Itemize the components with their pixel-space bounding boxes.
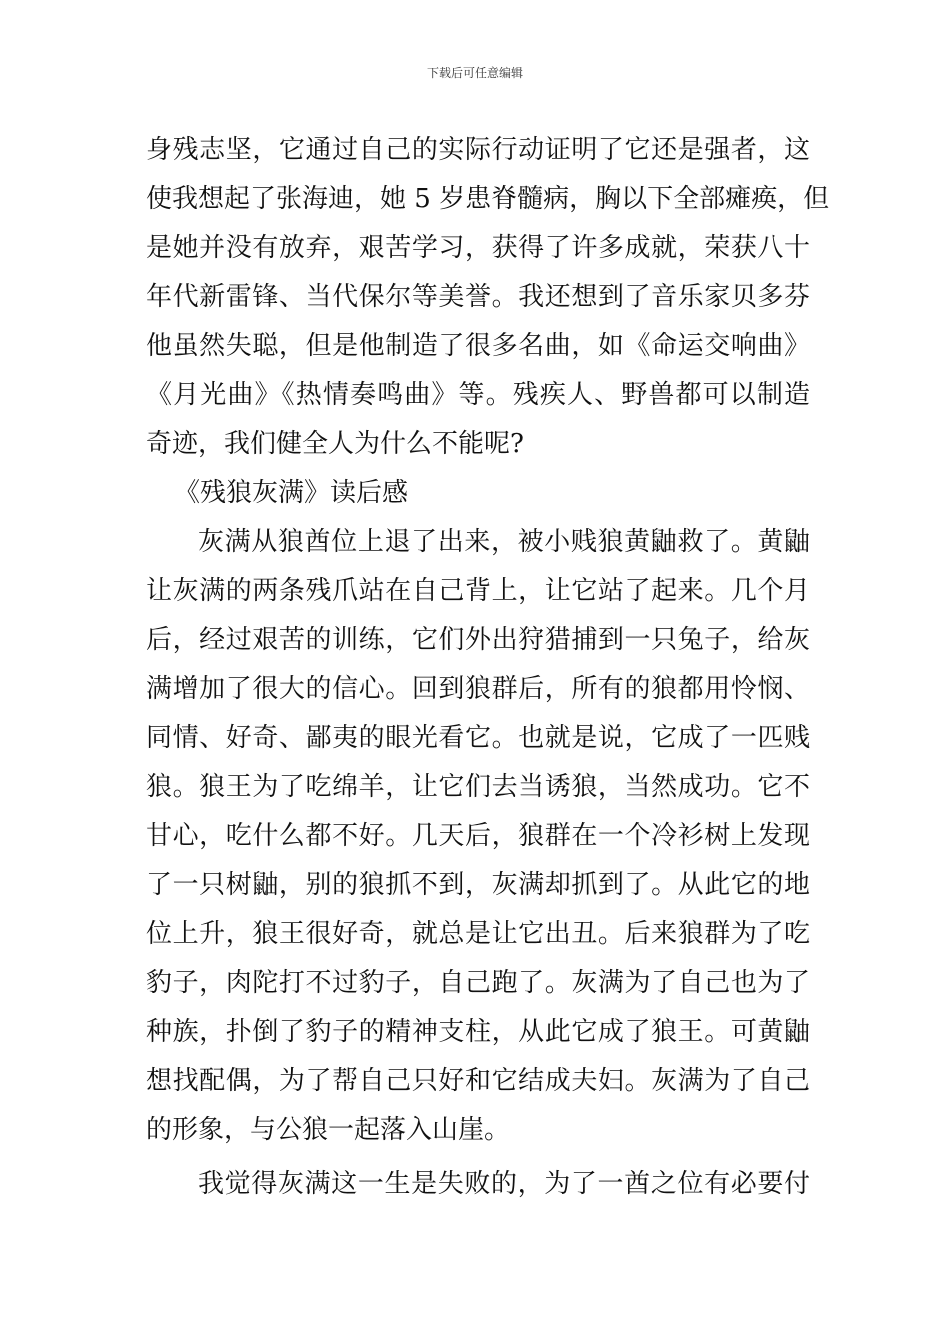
- section-heading: 《残狼灰满》读后感: [174, 478, 409, 508]
- text-line: 种族，扑倒了豹子的精神支柱，从此它成了狼王。可黄鼬: [146, 1017, 810, 1047]
- text-line: 灰满从狼酋位上退了出来，被小贱狼黄鼬救了。黄鼬: [198, 527, 810, 557]
- text-line: 身残志坚，它通过自己的实际行动证明了它还是强者，这: [146, 135, 810, 165]
- text-line: 让灰满的两条残爪站在自己背上，让它站了起来。几个月: [146, 576, 810, 606]
- text-line: 他虽然失聪，但是他制造了很多名曲，如《命运交响曲》: [146, 331, 810, 361]
- text-line: 是她并没有放弃，艰苦学习，获得了许多成就，荣获八十: [146, 233, 810, 263]
- text-line: 想找配偶，为了帮自己只好和它结成夫妇。灰满为了自己: [146, 1066, 810, 1096]
- text-line: 满增加了很大的信心。回到狼群后，所有的狼都用怜悯、: [146, 674, 810, 704]
- text-line: 我觉得灰满这一生是失败的，为了一酋之位有必要付: [198, 1169, 810, 1199]
- page-header: 下载后可任意编辑: [426, 66, 523, 80]
- document-body: [146, 126, 830, 1209]
- text-line: 奇迹，我们健全人为什么不能呢?: [146, 429, 524, 459]
- paragraph-3: [146, 1160, 810, 1209]
- text-line: 《月光曲》《热情奏鸣曲》等。残疾人、野兽都可以制造: [146, 380, 810, 410]
- text-line: 豹子，肉陀打不过豹子，自己跑了。灰满为了自己也为了: [146, 968, 810, 998]
- text-line: 使我想起了张海迪，她 5 岁患脊髓病，胸以下全部瘫痪，但: [146, 184, 830, 214]
- text-line: 的形象，与公狼一起落入山崖。: [146, 1115, 511, 1145]
- text-line: 狼。狼王为了吃绵羊，让它们去当诱狼，当然成功。它不: [146, 772, 810, 802]
- text-line: 了一只树鼬，别的狼抓不到，灰满却抓到了。从此它的地: [146, 870, 810, 900]
- text-line: 后，经过艰苦的训练，它们外出狩猎捕到一只兔子，给灰: [146, 625, 810, 655]
- paragraph-1: [146, 126, 830, 469]
- paragraph-2: [146, 518, 810, 1155]
- text-line: 年代新雷锋、当代保尔等美誉。我还想到了音乐家贝多芬: [146, 282, 810, 312]
- text-line: 同情、好奇、鄙夷的眼光看它。也就是说，它成了一匹贱: [146, 723, 810, 753]
- text-line: 甘心，吃什么都不好。几天后，狼群在一个冷衫树上发现: [146, 821, 810, 851]
- text-line: 位上升，狼王很好奇，就总是让它出丑。后来狼群为了吃: [146, 919, 810, 949]
